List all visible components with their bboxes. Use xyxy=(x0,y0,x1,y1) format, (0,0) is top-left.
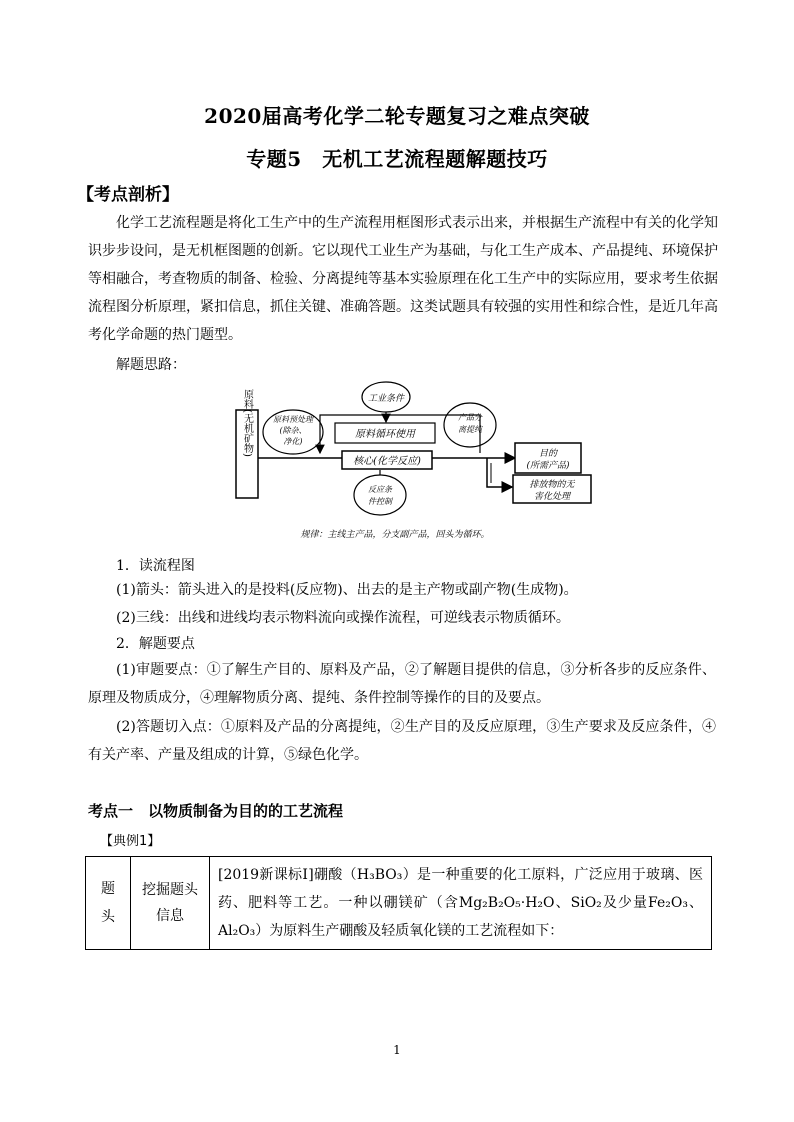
svg-text:原料预处理: 原料预处理 xyxy=(273,415,313,424)
document-title: 2020届高考化学二轮专题复习之难点突破 xyxy=(204,104,590,128)
svg-text:产品分: 产品分 xyxy=(458,413,482,422)
approach-label: 解题思路： xyxy=(116,357,186,373)
intro-paragraph: 化学工艺流程题是将化工生产中的生产流程用框图形式表示出来，并根据生产流程中有关的化学知识步步设问，是无机框图题的创新。它以现代工业生产为基础，与化工生产成本、产品提纯、环境保护等相融合，考查物质的制备、检验、分离提纯等基本实验原理在化工生产中的实际应用，要求考生依据流程图分析原理，紧扣信息，抓住关键、准确答题。这类试题具有较强的实用性和综合性，是近几年高考化学命题的热门题型。 xyxy=(88,215,718,343)
step-2-heading: 2．解题要点 xyxy=(116,636,195,652)
svg-text:(除杂、: (除杂、 xyxy=(279,426,307,435)
svg-text:离提纯: 离提纯 xyxy=(458,425,482,434)
example-label: 【典例1】 xyxy=(100,834,161,849)
page-number: 1 xyxy=(393,1043,401,1057)
condition-control-ellipse xyxy=(354,475,406,515)
diagram-caption: 规律：主线主产品，分支副产品，回头为循环。 xyxy=(300,530,490,540)
svg-text:(所需产品): (所需产品) xyxy=(526,461,570,471)
svg-text:净化): 净化) xyxy=(283,437,303,446)
step-1b: (2)三线：出线和进线均表示物料流向或操作流程，可逆线表示物质循环。 xyxy=(116,610,570,626)
table-cell-content: [2019新课标Ⅰ]硼酸（H₃BO₃）是一种重要的化工原料，广泛应用于玻璃、医药、肥料等工艺。一种以硼镁矿（含Mg₂B₂O₅·H₂O、SiO₂及少量Fe₂O₃、Al₂O₃）为原料生产硼酸及轻质氧化镁的工艺流程如下： xyxy=(210,857,712,950)
step-1a: (1)箭头：箭头进入的是投料(反应物)、出去的是主产物或副产物(生成物)。 xyxy=(116,582,578,598)
svg-text:目的: 目的 xyxy=(538,449,558,459)
step-2b: (2)答题切入点：①原料及产品的分离提纯，②生产目的及反应原理，③生产要求及反应条件，④有关产率、产量及组成的计算，⑤绿色化学。 xyxy=(88,719,716,763)
step-2a: (1)审题要点：①了解生产目的、原料及产品，②了解题目提供的信息，③分析各步的反应条件、原理及物质成分，④理解物质分离、提纯、条件控制等操作的目的及要点。 xyxy=(88,662,716,706)
raw-material-label: 原料(无机矿物) xyxy=(241,389,253,457)
recycling-label: 原料循环使用 xyxy=(355,429,415,440)
svg-text:害化处理: 害化处理 xyxy=(533,492,571,502)
section-heading: 【考点剖析】 xyxy=(77,185,179,205)
table-cell-info-label xyxy=(131,857,210,950)
table-cell-header xyxy=(86,857,131,950)
header-label: 题头 xyxy=(101,881,115,925)
document-subtitle: 专题5 无机工艺流程题解题技巧 xyxy=(246,147,548,171)
question-table xyxy=(85,856,712,950)
svg-text:反应条: 反应条 xyxy=(368,485,392,494)
process-conditions-label: 工业条件 xyxy=(367,394,405,404)
step-1-heading: 1．读流程图 xyxy=(116,558,195,574)
table-row xyxy=(86,857,712,950)
core-label: 核心(化学反应) xyxy=(353,456,421,467)
svg-text:件控制: 件控制 xyxy=(368,497,392,506)
process-flow-diagram xyxy=(0,375,794,555)
topic-1-heading: 考点一 以物质制备为目的的工艺流程 xyxy=(88,802,344,820)
svg-text:排放物的无: 排放物的无 xyxy=(529,480,575,490)
info-label: 挖掘题头信息 xyxy=(142,882,198,924)
